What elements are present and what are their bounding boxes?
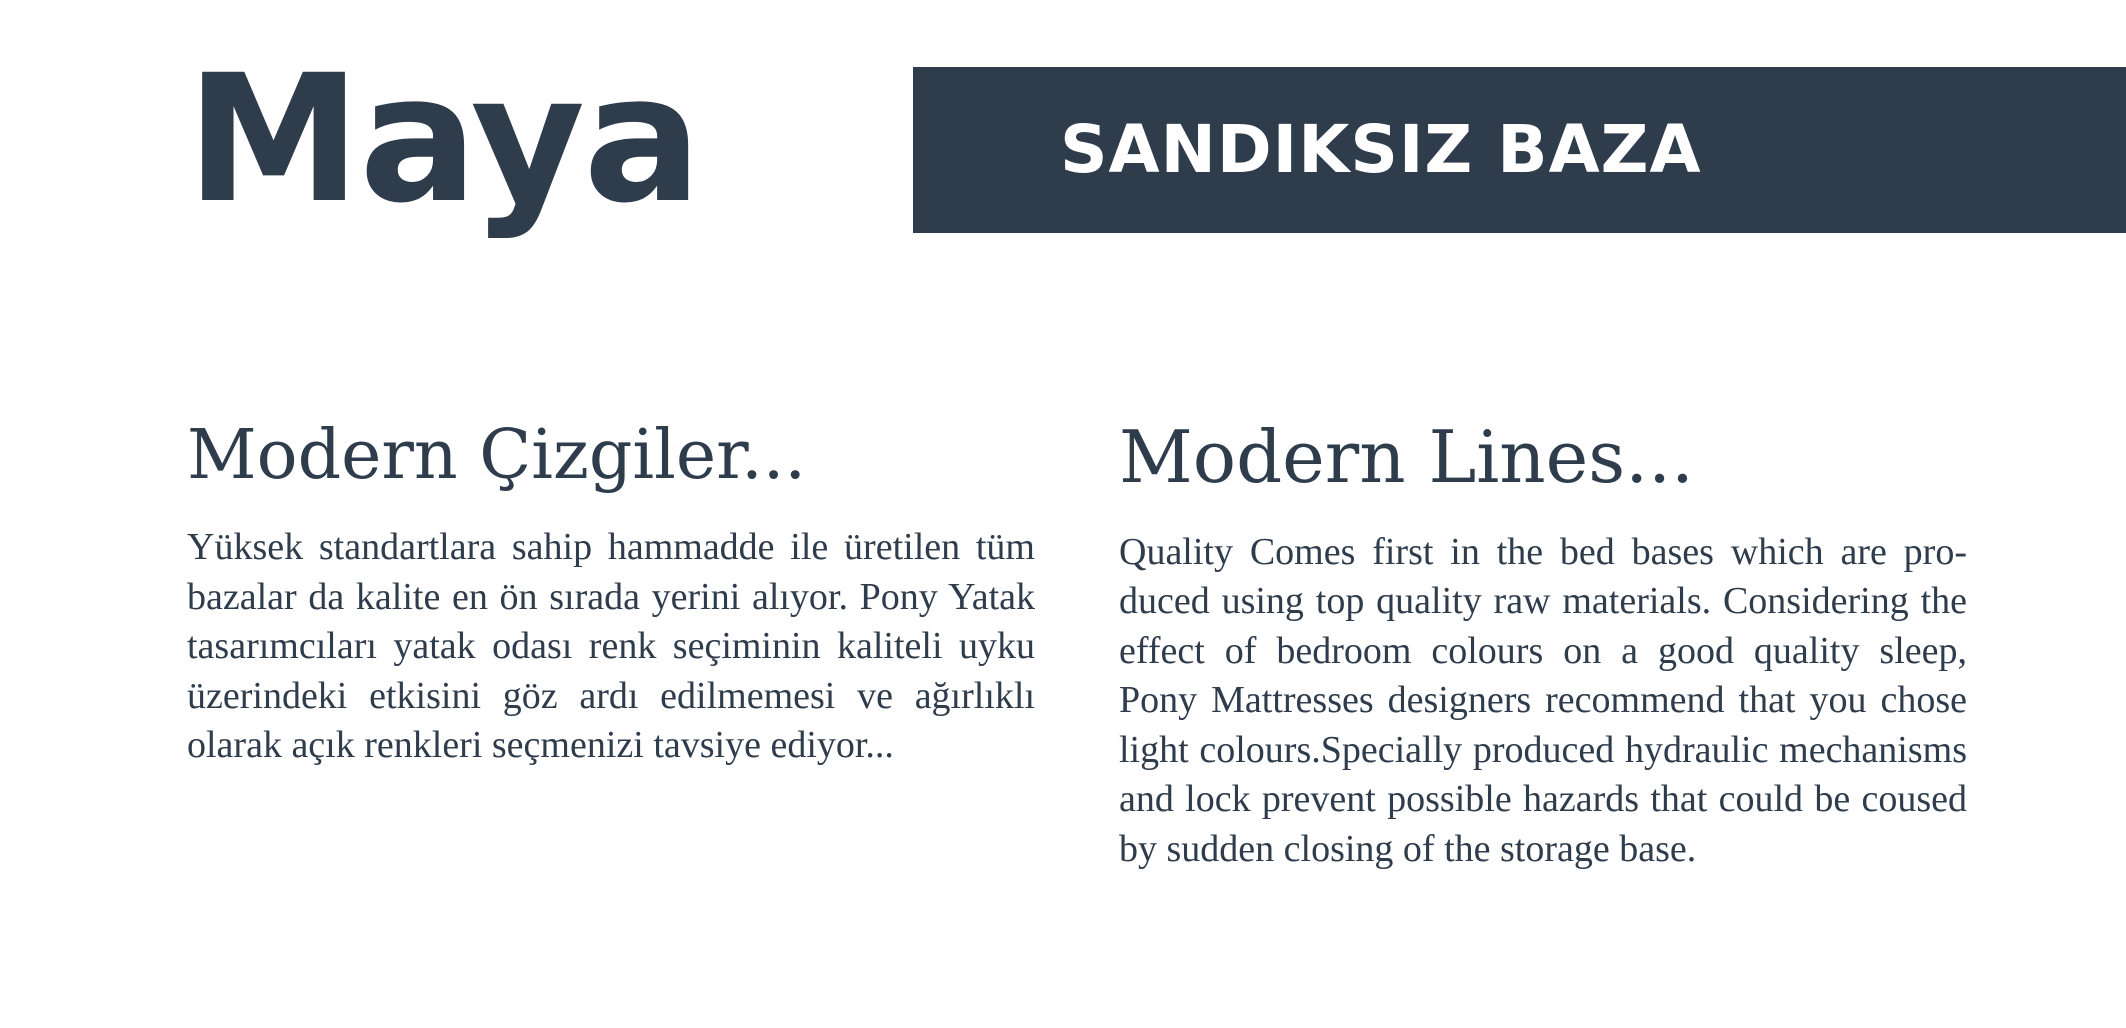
turkish-body-text: Yüksek standartlara sahip hammadde ile üretilen tüm bazalar da kalite en ön sırada yerini alıyor. Pony Yatak tasarımcıları yatak odası renk seçiminin kaliteli uyku üzerindeki etkisini göz ardı edilmemesi ve ağırlıklı olarak açık renkleri seçmenizi tavsiye ediyor... bbox=[187, 526, 1035, 767]
english-body-text: Quality Comes first in the bed bases which are produced using top quality raw materials. Considering the effect of bedroom colours on a good quality sleep, Pony Mattresses designers recommend that you chose light colours.Specially produced hydraulic mechanisms and lock prevent possible hazards that could be coused by sudden closing of the storage base. bbox=[1119, 530, 1967, 870]
brand-title: Maya bbox=[186, 37, 700, 242]
english-section bbox=[1119, 415, 1967, 874]
english-heading: Modern Lines... bbox=[1119, 415, 1694, 499]
turkish-heading: Modern Çizgiler... bbox=[187, 416, 807, 495]
banner-label: SANDIKSIZ BAZA bbox=[1060, 111, 1702, 188]
product-banner bbox=[913, 67, 2126, 233]
turkish-section bbox=[187, 416, 1035, 771]
